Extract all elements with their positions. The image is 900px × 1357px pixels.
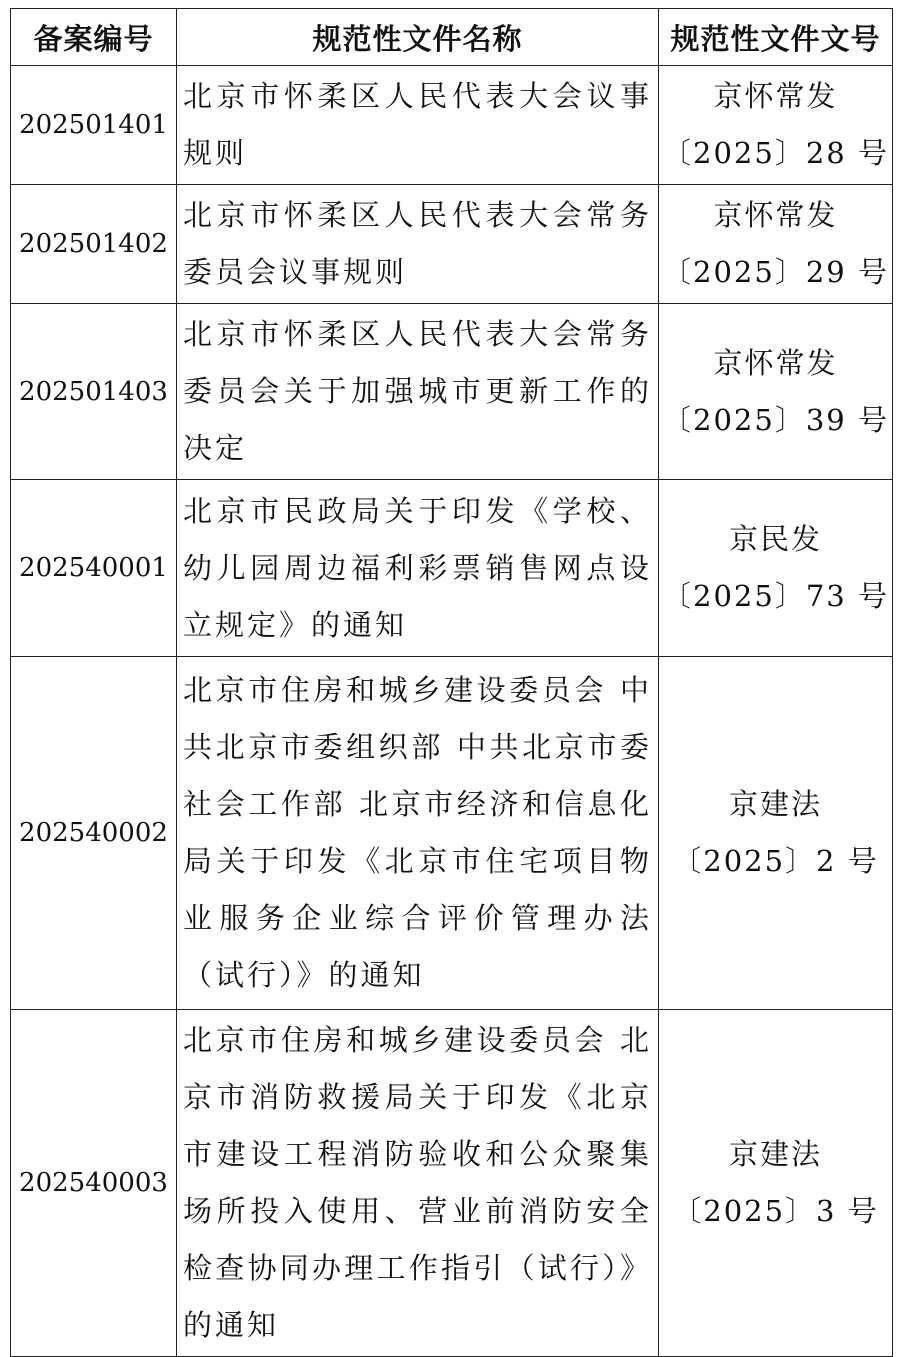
document-reference-cell bbox=[659, 185, 893, 304]
table-row bbox=[11, 304, 893, 480]
document-name-cell: 北京市住房和城乡建设委员会 中共北京市委组织部 中共北京市委社会工作部 北京市经济和信息化局关于印发《北京市住宅项目物业服务企业综合评价管理办法（试行）》的通知 bbox=[177, 657, 659, 1010]
reference-issuer: 京建法 bbox=[728, 1137, 822, 1171]
document-name-cell: 北京市怀柔区人民代表大会常务委员会关于加强城市更新工作的决定 bbox=[177, 304, 659, 480]
header-document-name: 规范性文件名称 bbox=[177, 9, 659, 66]
document-reference-cell bbox=[659, 66, 893, 185]
table-row bbox=[11, 480, 893, 657]
reference-number: 〔2025〕73 号 bbox=[662, 579, 889, 613]
document-reference-cell bbox=[659, 304, 893, 480]
filing-number-cell: 202501402 bbox=[11, 185, 177, 304]
document-reference-cell bbox=[659, 480, 893, 657]
reference-number: 〔2025〕28 号 bbox=[662, 136, 889, 170]
document-reference-cell bbox=[659, 657, 893, 1010]
reference-issuer: 京民发 bbox=[728, 522, 822, 556]
document-name-cell: 北京市怀柔区人民代表大会议事规则 bbox=[177, 66, 659, 185]
document-name-cell: 北京市住房和城乡建设委员会 北京市消防救援局关于印发《北京市建设工程消防验收和公众聚集场所投入使用、营业前消防安全检查协同办理工作指引（试行）》的通知 bbox=[177, 1010, 659, 1357]
table-row bbox=[11, 66, 893, 185]
document-name-cell: 北京市怀柔区人民代表大会常务委员会议事规则 bbox=[177, 185, 659, 304]
header-filing-number: 备案编号 bbox=[11, 9, 177, 66]
header-document-reference: 规范性文件文号 bbox=[659, 9, 893, 66]
filing-number-cell: 202501401 bbox=[11, 66, 177, 185]
table-row bbox=[11, 1010, 893, 1357]
table-row bbox=[11, 657, 893, 1010]
filing-number-cell: 202540003 bbox=[11, 1010, 177, 1357]
document-name-cell: 北京市民政局关于印发《学校、幼儿园周边福利彩票销售网点设立规定》的通知 bbox=[177, 480, 659, 657]
reference-number: 〔2025〕3 号 bbox=[672, 1194, 879, 1228]
reference-issuer: 京建法 bbox=[728, 787, 822, 821]
reference-issuer: 京怀常发 bbox=[713, 198, 838, 232]
document-reference-cell bbox=[659, 1010, 893, 1357]
reference-number: 〔2025〕29 号 bbox=[662, 255, 889, 289]
reference-number: 〔2025〕2 号 bbox=[672, 844, 879, 878]
reference-issuer: 京怀常发 bbox=[713, 79, 838, 113]
reference-issuer: 京怀常发 bbox=[713, 345, 838, 380]
filing-number-cell: 202540002 bbox=[11, 657, 177, 1010]
table-header-row bbox=[11, 9, 893, 66]
table-row bbox=[11, 185, 893, 304]
filing-table bbox=[10, 8, 893, 1357]
reference-number: 〔2025〕39 号 bbox=[662, 402, 889, 437]
filing-number-cell: 202501403 bbox=[11, 304, 177, 480]
filing-number-cell: 202540001 bbox=[11, 480, 177, 657]
